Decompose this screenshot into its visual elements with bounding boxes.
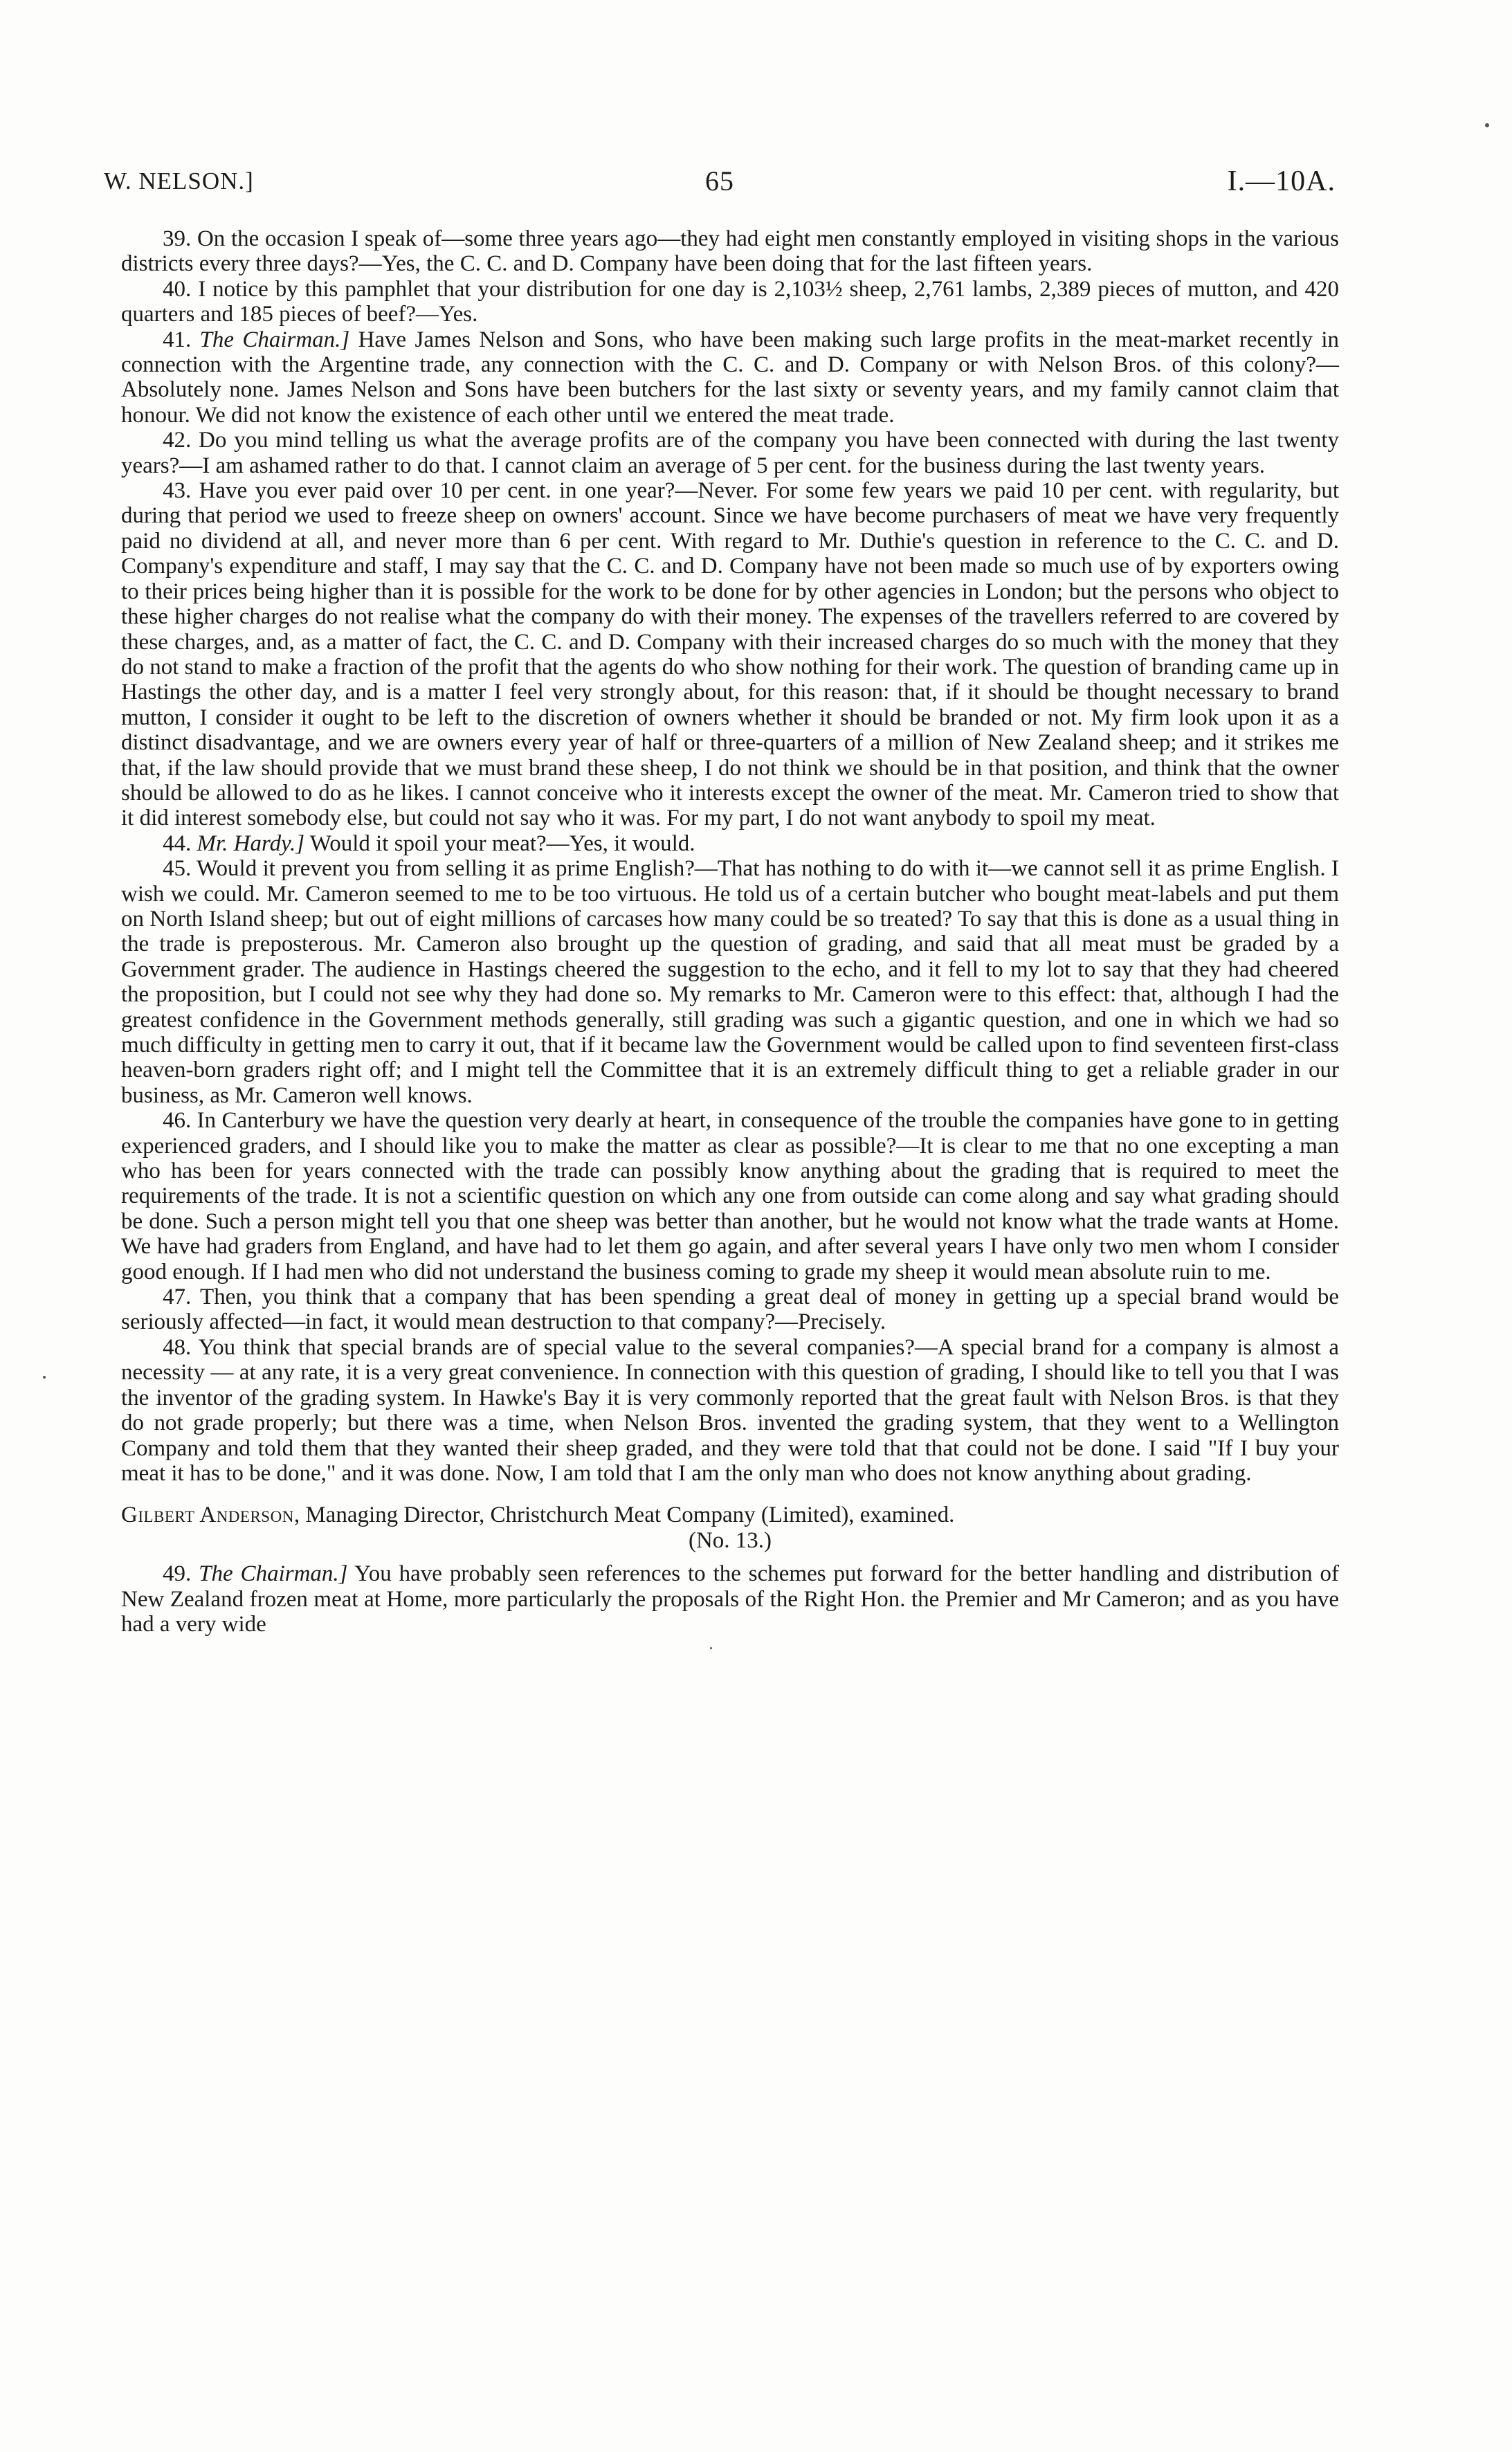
page-number: 65 bbox=[705, 165, 734, 197]
witness-description: , Managing Director, Christchurch Meat Company (Limited), examined. bbox=[293, 1502, 955, 1528]
paragraph-42: 42. Do you mind telling us what the average profits are of the company you have been connected with during the last twenty years?—I am ashamed rather to do that. I cannot claim an average of 5 per cent. for the business during the last twenty years. bbox=[121, 428, 1339, 478]
speaker-label: Mr. Hardy.] bbox=[197, 830, 305, 856]
question-number: 49. bbox=[163, 1561, 192, 1587]
witness-heading bbox=[121, 1502, 1339, 1553]
paragraph-44 bbox=[121, 831, 1339, 856]
paper-reference: I.—10A. bbox=[1227, 165, 1336, 197]
paragraph-43: 43. Have you ever paid over 10 per cent. in one year?—Never. For some few years we paid 10 per cent. with regularity, but during that period we used to freeze sheep on owners' account. Since we have become purchasers of meat we have very frequently paid no dividend at all, and never more than 6 per cent. With regard to Mr. Duthie's question in reference to the C. C. and D. Company's expenditure and staff, I may say that the C. C. and D. Company have not been made so much use of by exporters owing to their prices being higher than it is possible for the work to be done for by other agencies in London; but the persons who object to these higher charges do not realise what the company do with their money. The expenses of the travellers referred to are covered by these charges, and, as a matter of fact, the C. C. and D. Company with their increased charges do so much with the money that they do not stand to make a fraction of the profit that the agents do who show nothing for their work. The question of branding came up in Hastings the other day, and is a matter I feel very strongly about, for this reason: that, if it should be thought necessary to brand mutton, I consider it ought to be left to the discretion of owners whether it should be branded or not. My firm look upon it as a distinct disadvantage, and we are owners every year of half or three-quarters of a million of New Zealand sheep; and it strikes me that, if the law should provide that we must brand these sheep, I do not think we should be in that position, and think that the owner should be allowed to do as he likes. I cannot conceive who it interests except the owner of the meat. Mr. Cameron tried to show that it did interest somebody else, but could not say who it was. For my part, I do not want anybody to spoil my meat. bbox=[121, 478, 1339, 831]
question-number: 44. bbox=[163, 830, 192, 856]
paragraph-49 bbox=[121, 1561, 1339, 1637]
paragraph-text: You have probably seen references to the schemes put forward for the better handling and distribution of New Zealand frozen meat at Home, more particularly the proposals of the Right Hon. the Premier and Mr Cameron; and as you have had a very wide bbox=[121, 1561, 1340, 1637]
paragraph-39: 39. On the occasion I speak of—some three years ago—they had eight men constantly employed in visiting shops in the various districts every three days?—Yes, the C. C. and D. Company have been doing that for the last fifteen years. bbox=[121, 226, 1339, 277]
speaker-label: The Chairman.] bbox=[199, 1561, 348, 1587]
witness-number: (No. 13.) bbox=[688, 1527, 772, 1553]
paragraph-text: Have James Nelson and Sons, who have been making such large profits in the meat-market recently in connection with the Argentine trade, any connection with the C. C. and D. Company or with Nelson Bros. of this colony?—Absolutely none. James Nelson and Sons have been butchers for the last sixty or seventy years, and my family cannot claim that honour. We did not know the existence of each other until we entered the meat trade. bbox=[121, 327, 1340, 428]
question-number: 41. bbox=[163, 327, 192, 352]
paragraph-47: 47. Then, you think that a company that has been spending a great deal of money in getting up a special brand would be seriously affected—in fact, it would mean destruction to that company?—Precisely. bbox=[121, 1284, 1339, 1335]
paragraph-40: 40. I notice by this pamphlet that your distribution for one day is 2,103½ sheep, 2,761 lambs, 2,389 pieces of mutton, and 420 quarters and 185 pieces of beef?—Yes. bbox=[121, 276, 1339, 327]
scan-speck bbox=[1485, 123, 1489, 127]
witness-name: Gilbert Anderson bbox=[121, 1502, 294, 1528]
running-header bbox=[104, 161, 1336, 202]
paragraph-45: 45. Would it prevent you from selling it as prime English?—That has nothing to do with it—we cannot sell it as prime English. I wish we could. Mr. Cameron seemed to me to be too virtuous. He told us of a certain butcher who bought meat-labels and put them on North Island sheep; but out of eight millions of carcases how many could be so treated? To say that this is done as a usual thing in the trade is preposterous. Mr. Cameron also brought up the question of grading, and said that all meat must be graded by a Government grader. The audience in Hastings cheered the suggestion to the echo, and it fell to my lot to say that they had cheered the proposition, but I could not see why they had done so. My remarks to Mr. Cameron were to this effect: that, although I had the greatest confidence in the Government methods generally, still grading was such a gigantic question, and one in which we had so much difficulty in getting men to carry it out, that if it became law the Government would be called upon to find seventeen first-class heaven-born graders right off; and I might tell the Committee that it is an extremely difficult thing to get a reliable grader in our business, as Mr. Cameron well knows. bbox=[121, 856, 1339, 1108]
scan-speck bbox=[710, 1647, 712, 1649]
header-witness-name: W. NELSON.] bbox=[104, 167, 254, 194]
paragraph-46: 46. In Canterbury we have the question very dearly at heart, in consequence of the trouble the companies have gone to in getting experienced graders, and I should like you to make the matter as clear as possible?—It is clear to me that no one excepting a man who has been for years connected with the trade can possibly know anything about the grading that is required to meet the requirements of the trade. It is not a scientific question on which any one from outside can come along and say what grading should be done. Such a person might tell you that one sheep was better than another, but he would not know what the trade wants at Home. We have had graders from England, and have had to let them go again, and after several years I have only two men whom I consider good enough. If I had men who did not understand the business coming to grade my sheep it would mean absolute ruin to me. bbox=[121, 1108, 1339, 1284]
paragraph-text: Would it spoil your meat?—Yes, it would. bbox=[309, 830, 695, 856]
speaker-label: The Chairman.] bbox=[199, 327, 350, 352]
scan-speck bbox=[43, 1376, 46, 1379]
paragraph-41 bbox=[121, 327, 1339, 428]
evidence-text bbox=[121, 226, 1339, 1637]
paragraph-48: 48. You think that special brands are of special value to the several companies?—A special brand for a company is almost a necessity — at any rate, it is a very great convenience. In connection with this question of grading, I should like to tell you that I was the inventor of the grading system. In Hawke's Bay it is very commonly reported that the great fault with Nelson Bros. is that they do not grade properly; but there was a time, when Nelson Bros. invented the grading system, that they went to a Wellington Company and told them that they wanted their sheep graded, and they were told that that could not be done. I said "If I buy your meat it has to be done," and it was done. Now, I am told that I am the only man who does not know anything about grading. bbox=[121, 1334, 1339, 1486]
